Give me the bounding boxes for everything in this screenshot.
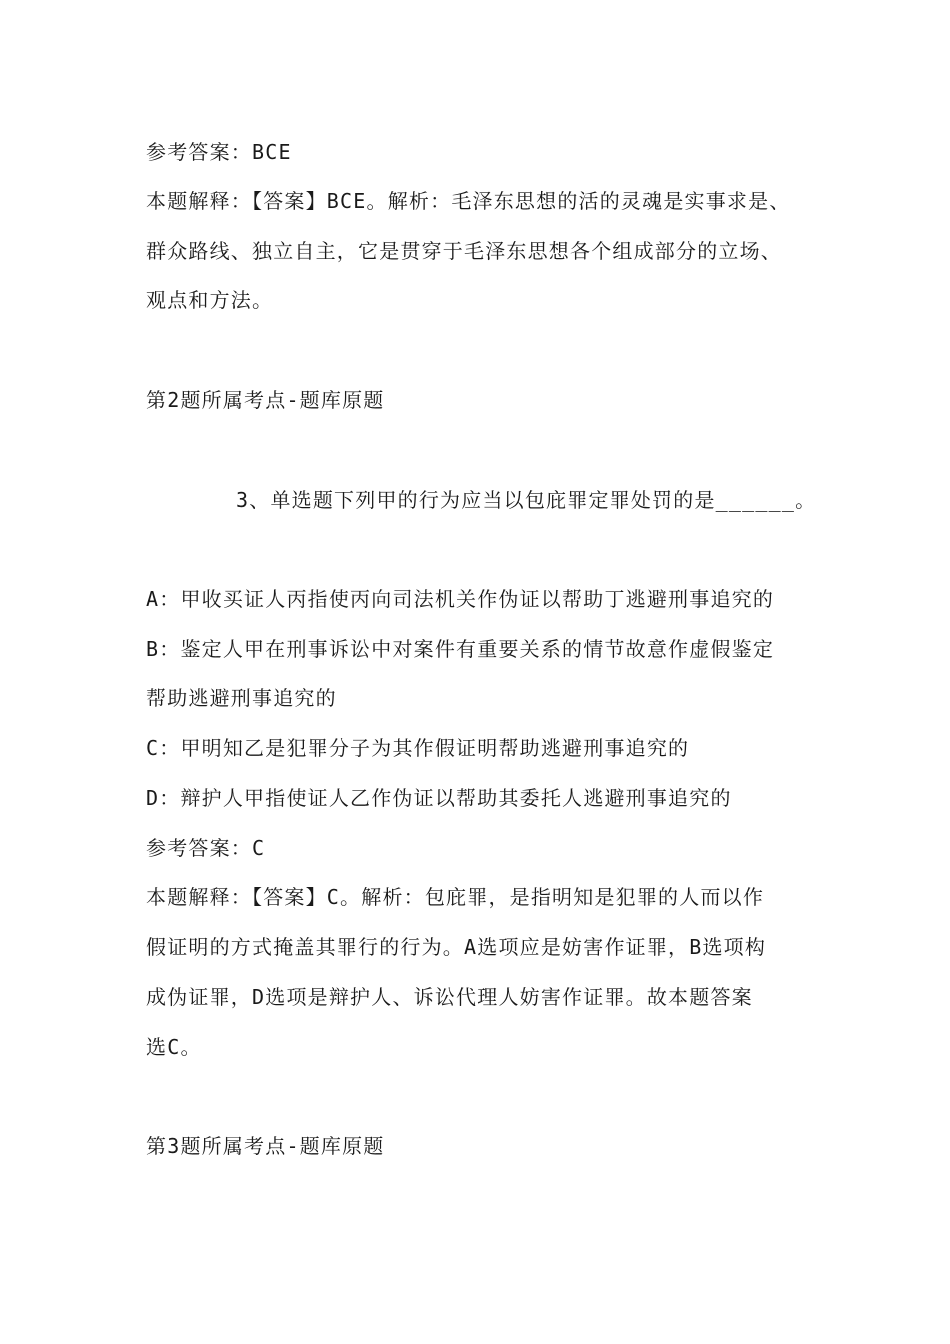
explanation-line: 假证明的方式掩盖其罪行的行为。A选项应是妨害作证罪，B选项构 (146, 935, 767, 959)
explanation-line: 本题解释：【答案】BCE。解析：毛泽东思想的活的灵魂是实事求是、 (146, 189, 791, 213)
explanation-line: 选C。 (146, 1035, 202, 1059)
explanation-line: 本题解释：【答案】C。解析：包庇罪，是指明知是犯罪的人而以作 (146, 885, 765, 909)
answer-line: 参考答案：BCE (146, 140, 292, 164)
topic-line: 第3题所属考点-题库原题 (146, 1134, 385, 1158)
explanation-line: 观点和方法。 (146, 288, 274, 312)
question-stem: 3、单选题下列甲的行为应当以包庇罪定罪处罚的是______。 (236, 488, 817, 512)
option-b: B：鉴定人甲在刑事诉讼中对案件有重要关系的情节故意作虚假鉴定 (146, 637, 775, 661)
option-a: A：甲收买证人丙指使丙向司法机关作伪证以帮助丁逃避刑事追究的 (146, 587, 775, 611)
topic-line: 第2题所属考点-题库原题 (146, 388, 385, 412)
option-c: C：甲明知乙是犯罪分子为其作假证明帮助逃避刑事追究的 (146, 736, 690, 760)
explanation-line: 群众路线、独立自主，它是贯穿于毛泽东思想各个组成部分的立场、 (146, 239, 782, 263)
answer-line: 参考答案：C (146, 836, 266, 860)
option-b-continued: 帮助逃避刑事追究的 (146, 686, 337, 710)
explanation-line: 成伪证罪，D选项是辩护人、诉讼代理人妨害作证罪。故本题答案 (146, 985, 753, 1009)
option-d: D：辩护人甲指使证人乙作伪证以帮助其委托人逃避刑事追究的 (146, 786, 732, 810)
